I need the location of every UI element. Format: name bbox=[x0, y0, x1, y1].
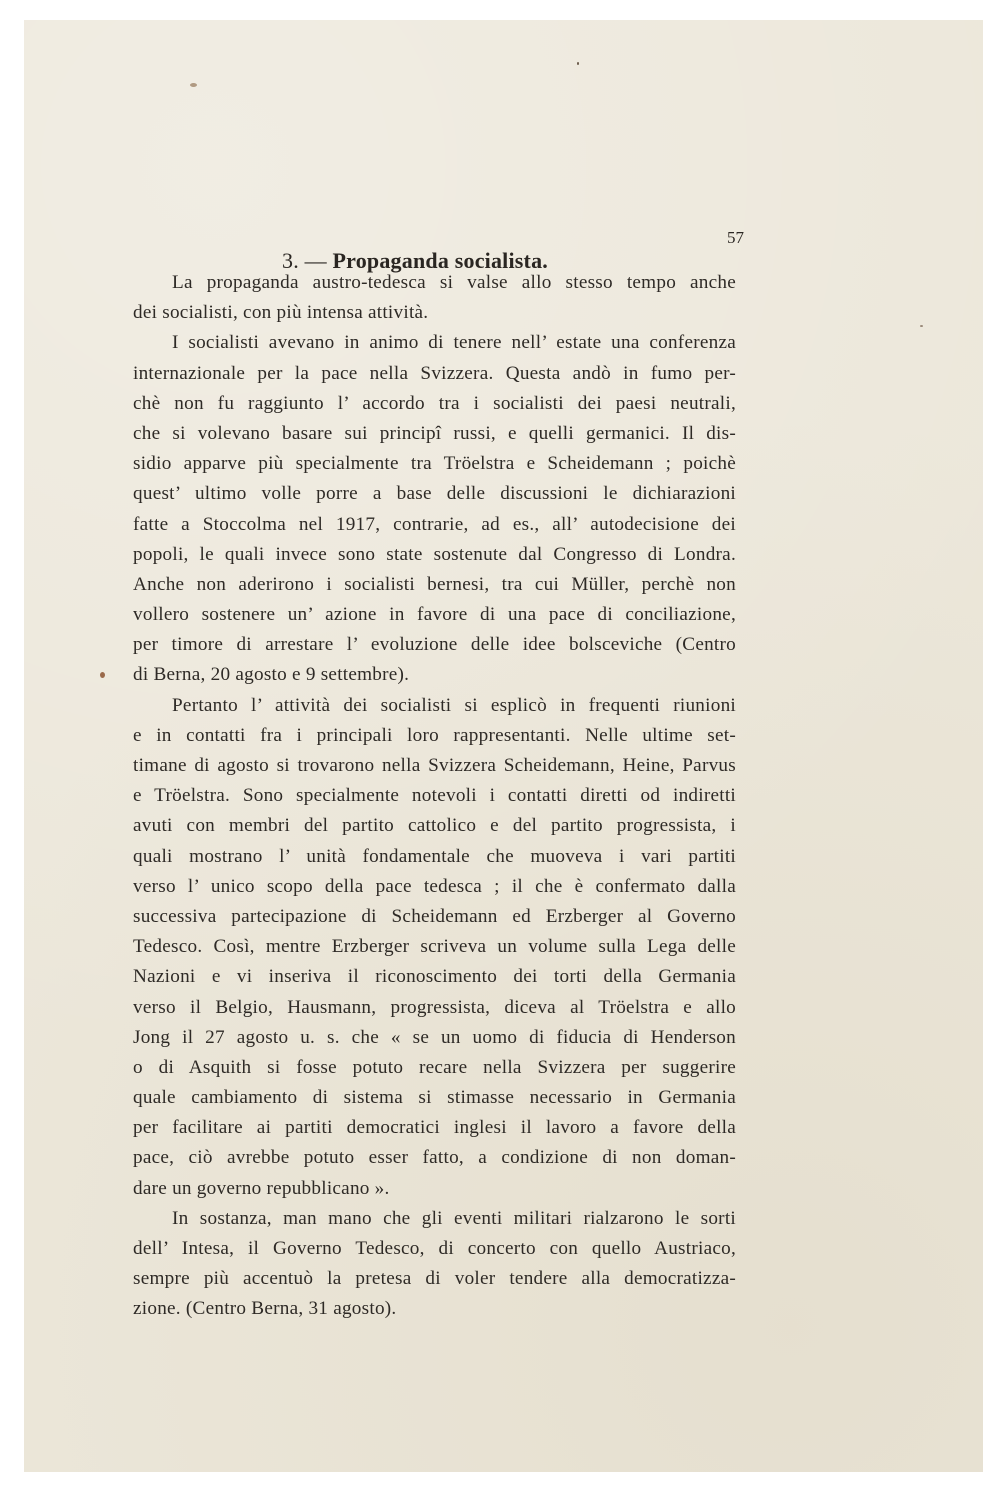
text-line: o di Asquith si fosse potuto recare nella Svizzera per suggerire bbox=[133, 1056, 736, 1078]
text-line: per facilitare ai partiti democratici inglesi il lavoro a favore della bbox=[133, 1117, 736, 1139]
text-line: I socialisti avevano in animo di tenere nell’ estate una conferenza bbox=[172, 332, 736, 354]
text-line: Pertanto l’ attività dei socialisti si esplicò in frequenti riunioni bbox=[172, 694, 736, 716]
section-title: Propaganda socialista. bbox=[332, 248, 548, 273]
paper-speck bbox=[577, 62, 579, 65]
text-line: per timore di arrestare l’ evoluzione delle idee bolsceviche (Centro bbox=[133, 634, 736, 656]
text-line: verso il Belgio, Hausmann, progressista, diceva al Tröelstra e allo bbox=[133, 996, 736, 1018]
paper-speck bbox=[920, 325, 923, 327]
text-line: avuti con membri del partito cattolico e del partito progressista, i bbox=[133, 815, 736, 837]
paragraph bbox=[133, 268, 736, 328]
text-line: vollero sostenere un’ azione in favore di una pace di conciliazione, bbox=[133, 604, 736, 626]
text-line: di Berna, 20 agosto e 9 settembre). bbox=[133, 664, 410, 686]
text-line: Anche non aderirono i socialisti bernesi, tra cui Müller, perchè non bbox=[133, 573, 736, 595]
paper-speck bbox=[190, 83, 197, 87]
text-line: successiva partecipazione di Scheidemann ed Erzberger al Governo bbox=[133, 905, 736, 927]
text-line: e Tröelstra. Sono specialmente notevoli i contatti diretti od indiretti bbox=[133, 785, 736, 807]
text-line: Tedesco. Così, mentre Erzberger scriveva un volume sulla Lega delle bbox=[133, 936, 736, 958]
text-line: verso l’ unico scopo della pace tedesca ; il che è confermato dalla bbox=[133, 875, 736, 897]
section-number: 3. — bbox=[282, 248, 327, 273]
text-line: fatte a Stoccolma nel 1917, contrarie, ad es., all’ autodecisione dei bbox=[133, 513, 736, 535]
text-line: sempre più accentuò la pretesa di voler tendere alla democratizza- bbox=[133, 1268, 736, 1290]
text-line: sidio apparve più specialmente tra Tröelstra e Scheidemann ; poichè bbox=[133, 453, 736, 475]
text-line: e in contatti fra i principali loro rappresentanti. Nelle ultime set- bbox=[133, 724, 736, 746]
text-line: dare un governo repubblicano ». bbox=[133, 1177, 390, 1199]
paragraph bbox=[133, 328, 736, 690]
paper-speck bbox=[100, 672, 105, 678]
text-line: quali mostrano l’ unità fondamentale che muoveva i vari partiti bbox=[133, 845, 736, 867]
text-line: internazionale per la pace nella Svizzera. Questa andò in fumo per- bbox=[133, 362, 736, 384]
body-text bbox=[133, 268, 736, 1325]
text-line: dell’ Intesa, il Governo Tedesco, di concerto con quello Austriaco, bbox=[133, 1238, 736, 1259]
page-number: 57 bbox=[727, 228, 744, 247]
text-line: Nazioni e vi inseriva il riconoscimento dei torti della Germania bbox=[133, 966, 736, 988]
text-line: pace, ciò avrebbe potuto esser fatto, a condizione di non doman- bbox=[133, 1147, 736, 1169]
text-line: In sostanza, man mano che gli eventi militari rialzarono le sorti bbox=[172, 1207, 736, 1229]
text-line: Jong il 27 agosto u. s. che « se un uomo di fiducia di Henderson bbox=[133, 1026, 736, 1048]
text-line: che si volevano basare sui principî russi, e quelli germanici. Il dis- bbox=[133, 422, 736, 444]
text-line: dei socialisti, con più intensa attività. bbox=[133, 302, 429, 324]
text-line: quale cambiamento di sistema si stimasse necessario in Germania bbox=[133, 1087, 736, 1109]
paragraph bbox=[133, 1204, 736, 1325]
text-line: popoli, le quali invece sono state sostenute dal Congresso di Londra. bbox=[133, 543, 736, 565]
paragraph bbox=[133, 691, 736, 1204]
text-line: La propaganda austro-tedesca si valse allo stesso tempo anche bbox=[172, 272, 736, 293]
text-line: quest’ ultimo volle porre a base delle discussioni le dichiarazioni bbox=[133, 483, 736, 505]
text-line: chè non fu raggiunto l’ accordo tra i socialisti dei paesi neutrali, bbox=[133, 392, 736, 414]
text-line: zione. (Centro Berna, 31 agosto). bbox=[133, 1298, 397, 1320]
text-line: timane di agosto si trovarono nella Svizzera Scheidemann, Heine, Parvus bbox=[133, 755, 736, 776]
